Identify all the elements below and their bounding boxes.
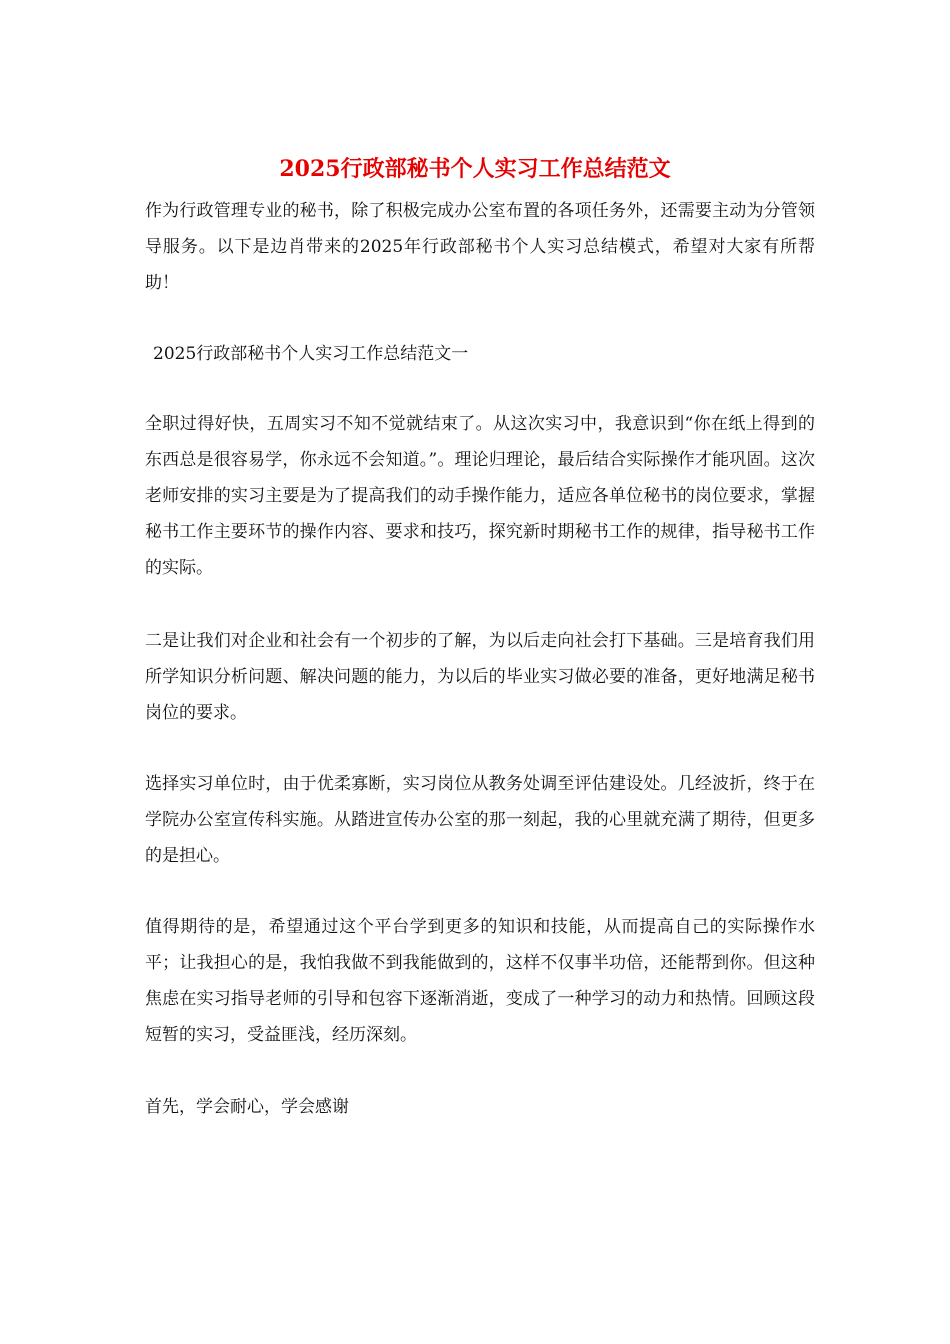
body-paragraph-3: 选择实习单位时，由于优柔寡断，实习岗位从教务处调至评估建设处。几经波折，终于在学院办公室宣传科实施。从踏进宣传办公室的那一刻起，我的心里就充满了期待，但更多的是担心。 <box>145 774 815 866</box>
intro-paragraph: 作为行政管理专业的秘书，除了积极完成办公室布置的各项任务外，还需要主动为分管领导服务。以下是边肖带来的2025年行政部秘书个人实习总结模式，希望对大家有所帮助！ <box>145 201 815 293</box>
document-title: 2025行政部秘书个人实习工作总结范文 <box>279 156 671 182</box>
body-paragraph-4: 值得期待的是，希望通过这个平台学到更多的知识和技能，从而提高自己的实际操作水平；让我担心的是，我怕我做不到我能做到的，这样不仅事半功倍，还能帮到你。但这种焦虑在实习指导老师的引导和包容下逐渐消逝，变成了一种学习的动力和热情。回顾这段短暂的实习，受益匪浅，经历深刻。 <box>145 917 815 1045</box>
body-paragraph-5: 首先，学会耐心，学会感谢 <box>145 1097 349 1117</box>
section-subtitle: 2025行政部秘书个人实习工作总结范文一 <box>153 344 469 364</box>
body-paragraph-2: 二是让我们对企业和社会有一个初步的了解，为以后走向社会打下基础。三是培育我们用所学知识分析问题、解决问题的能力，为以后的毕业实习做必要的准备，更好地满足秘书岗位的要求。 <box>145 631 815 723</box>
body-paragraph-1: 全职过得好快，五周实习不知不觉就结束了。从这次实习中，我意识到“你在纸上得到的东西总是很容易学，你永远不会知道。”。理论归理论，最后结合实际操作才能巩固。这次老师安排的实习主要是为了提高我们的动手操作能力，适应各单位秘书的岗位要求，掌握秘书工作主要环节的操作内容、要求和技巧，探究新时期秘书工作的规律，指导秘书工作的实际。 <box>145 414 815 578</box>
